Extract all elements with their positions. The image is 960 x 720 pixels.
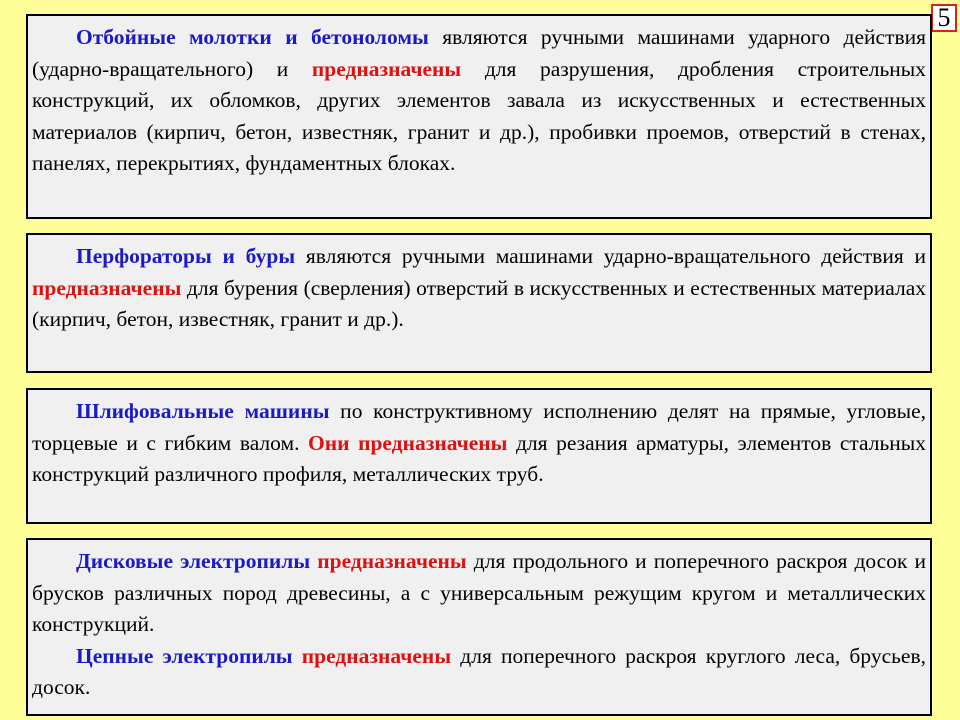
paragraph bbox=[32, 641, 926, 704]
term: Перфораторы и буры bbox=[76, 244, 296, 268]
highlight: предназначены bbox=[301, 643, 452, 668]
text: для бурения (сверления) отверстий в искусственных и естественных материалах (кирпич, бетон, известняк, гранит и др.). bbox=[32, 275, 926, 332]
text: для продольного и поперечного раскроя досок и брусков различных пород древесины, а с универсальным режущим кругом и металлических конструкций. bbox=[32, 549, 927, 637]
term: Дисковые электропилы bbox=[76, 549, 311, 573]
text: для поперечного раскроя круглого леса, брусьев, досок. bbox=[32, 643, 927, 700]
text: являются ручными машинами ударно-вращательного действия и bbox=[295, 244, 926, 268]
paragraph bbox=[32, 546, 926, 641]
term: Шлифовальные машины bbox=[76, 399, 330, 423]
paragraph bbox=[32, 396, 926, 491]
text-box-perforators bbox=[26, 233, 932, 373]
text-box-grinders bbox=[26, 388, 932, 524]
highlight: предназначены bbox=[32, 275, 182, 300]
page-number: 5 bbox=[931, 4, 957, 32]
text: являются ручными машинами ударного действия (ударно-вращательного) и bbox=[32, 25, 926, 81]
term: Отбойные молотки и бетоноломы bbox=[76, 25, 429, 49]
highlight: предназначены bbox=[311, 56, 462, 81]
paragraph bbox=[32, 22, 926, 180]
highlight: Они предназначены bbox=[308, 430, 508, 455]
term: Цепные электропилы bbox=[76, 643, 293, 668]
paragraph bbox=[32, 241, 926, 336]
text-box-saws bbox=[26, 538, 932, 716]
text: для резания арматуры, элементов стальных конструкций различного профиля, металлических труб. bbox=[32, 430, 926, 487]
text-box-jackhammers bbox=[26, 14, 932, 219]
highlight: предназначены bbox=[317, 549, 467, 573]
text: для разрушения, дробления строительных конструкций, их обломков, других элементов завала из искусственных и естественных материалов (кирпич, бетон, известняк, гранит и др.), пробивки проемов, отверстий в стенах, панелях, перекрытиях, фундаментных блоках. bbox=[32, 56, 926, 176]
text bbox=[293, 644, 302, 668]
text: по конструктивному исполнению делят на прямые, угловые, торцевые и с гибким валом. bbox=[32, 399, 926, 455]
